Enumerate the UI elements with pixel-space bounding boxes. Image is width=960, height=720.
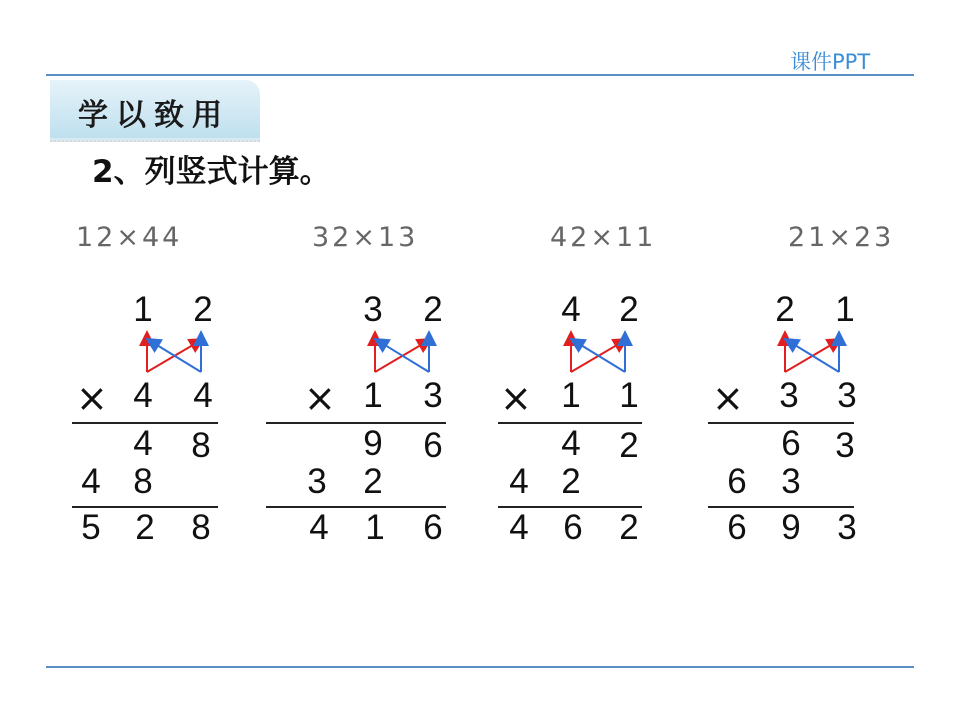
problem-expr-1: 12×44 (76, 222, 183, 253)
cross-arrows-icon (564, 332, 634, 376)
result-digit: 8 (191, 508, 211, 547)
top-digit: 2 (423, 290, 443, 329)
partial-digit: 2 (363, 462, 383, 501)
partial-digit: 6 (423, 426, 443, 465)
top-digit: 4 (561, 290, 581, 329)
partial-digit: 6 (781, 424, 801, 463)
problem-expr-4: 21×23 (788, 222, 895, 253)
partial-digit: 4 (133, 424, 153, 463)
partial-digit: 8 (191, 426, 211, 465)
partial-digit: 3 (781, 462, 801, 501)
result-digit: 4 (309, 508, 329, 547)
section-badge (50, 80, 260, 138)
multiplier-digit: 1 (363, 376, 383, 415)
top-divider (46, 74, 914, 76)
header-label: 课件PPT (790, 50, 871, 74)
partial-digit: 3 (835, 426, 855, 465)
top-digit: 2 (775, 290, 795, 329)
times-sign: × (712, 376, 744, 420)
top-digit: 2 (619, 290, 639, 329)
top-digit: 1 (835, 290, 855, 329)
question-title: 2、列竖式计算。 (92, 154, 331, 190)
result-digit: 5 (81, 508, 101, 547)
multiplier-digit: 4 (193, 376, 213, 415)
result-digit: 4 (509, 508, 529, 547)
multiplier-digit: 3 (423, 376, 443, 415)
result-digit: 6 (563, 508, 583, 547)
section-badge-text: 学以致用 (78, 98, 230, 133)
multiplier-digit: 4 (133, 376, 153, 415)
multiplier-digit: 3 (779, 376, 799, 415)
result-digit: 6 (423, 508, 443, 547)
badge-dotted-line (50, 140, 260, 142)
cross-arrows-icon (140, 332, 210, 376)
top-digit: 2 (193, 290, 213, 329)
top-digit: 3 (363, 290, 383, 329)
problem-expr-2: 32×13 (312, 222, 419, 253)
calc-line (266, 422, 446, 424)
result-digit: 2 (135, 508, 155, 547)
times-sign: × (76, 376, 108, 420)
partial-digit: 6 (727, 462, 747, 501)
partial-digit: 2 (561, 462, 581, 501)
bottom-divider (46, 666, 914, 668)
multiplier-digit: 1 (619, 376, 639, 415)
result-digit: 9 (781, 508, 801, 547)
partial-digit: 2 (619, 426, 639, 465)
partial-digit: 4 (81, 462, 101, 501)
problem-expr-3: 42×11 (550, 222, 657, 253)
times-sign: × (304, 376, 336, 420)
partial-digit: 4 (561, 424, 581, 463)
result-digit: 6 (727, 508, 747, 547)
multiplier-digit: 3 (837, 376, 857, 415)
result-digit: 3 (837, 508, 857, 547)
result-digit: 1 (365, 508, 385, 547)
result-digit: 2 (619, 508, 639, 547)
partial-digit: 3 (307, 462, 327, 501)
cross-arrows-icon (368, 332, 438, 376)
partial-digit: 9 (363, 424, 383, 463)
partial-digit: 8 (133, 462, 153, 501)
multiplier-digit: 1 (561, 376, 581, 415)
cross-arrows-icon (778, 332, 848, 376)
top-digit: 1 (133, 290, 153, 329)
times-sign: × (500, 376, 532, 420)
partial-digit: 4 (509, 462, 529, 501)
